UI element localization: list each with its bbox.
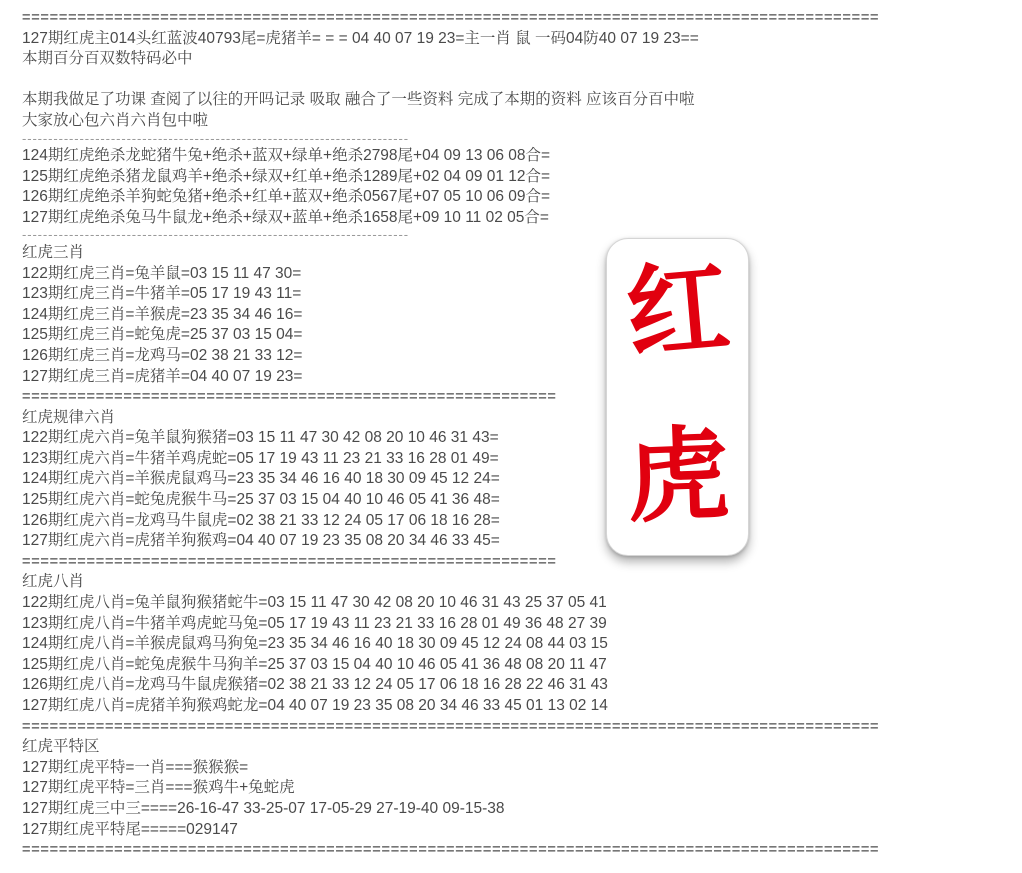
text-line: 122期红虎六肖=兔羊鼠狗猴猪=03 15 11 47 30 42 08 20 10 46 31 43= [22, 429, 499, 447]
text-line: 红虎规律六肖 [22, 408, 116, 426]
text-line: 124期红虎绝杀龙蛇猪牛兔+绝杀+蓝双+绿单+绝杀2798尾+04 09 13 06 08合= [22, 147, 551, 165]
text-line: 125期红虎六肖=蛇兔虎猴牛马=25 37 03 15 04 40 10 46 05 41 36 48= [22, 491, 500, 509]
text-line: 127期红虎主014头红蓝波40793尾=虎猪羊= = = 04 40 07 19 23=主一肖 鼠 一码04防40 07 19 23== [22, 29, 699, 47]
text-line: 127期红虎平特=三肖===猴鸡牛+兔蛇虎 [22, 779, 295, 797]
blank-line [22, 70, 1022, 91]
text-line: 红虎八肖 [22, 573, 85, 591]
text-line: 127期红虎平特=一肖===猴猴猴= [22, 758, 249, 776]
text-line: 127期红虎三肖=虎猪羊=04 40 07 19 23= [22, 367, 303, 385]
text-line: 127期红虎平特尾=====029147 [22, 820, 238, 838]
separator-line: ============================================================================================= [22, 842, 880, 859]
separator-line: ========================================================== [22, 553, 557, 570]
text-line: 本期我做足了功课 查阅了以往的开吗记录 吸取 融合了一些资料 完成了本期的资料 应该百分百中啦 [22, 91, 695, 109]
text-line: 红虎平特区 [22, 738, 100, 756]
text-line: 123期红虎三肖=牛猪羊=05 17 19 43 11= [22, 285, 302, 303]
text-line: 127期红虎三中三====26-16-47 33-25-07 17-05-29 27-19-40 09-15-38 [22, 799, 505, 817]
text-line: 122期红虎三肖=兔羊鼠=03 15 11 47 30= [22, 264, 302, 282]
dashed-separator-line: -------------------------------------------------------------------------- [22, 227, 409, 243]
red-tiger-badge [606, 238, 749, 556]
text-line: 126期红虎三肖=龙鸡马=02 38 21 33 12= [22, 346, 303, 364]
text-line: 126期红虎六肖=龙鸡马牛鼠虎=02 38 21 33 12 24 05 17 06 18 16 28= [22, 511, 500, 529]
separator-line: ============================================================================================= [22, 10, 880, 26]
text-line: 124期红虎六肖=羊猴虎鼠鸡马=23 35 34 46 16 40 18 30 09 45 12 24= [22, 470, 500, 488]
text-line: 127期红虎六肖=虎猪羊狗猴鸡=04 40 07 19 23 35 08 20 34 46 33 45= [22, 532, 500, 550]
text-line: 125期红虎八肖=蛇兔虎猴牛马狗羊=25 37 03 15 04 40 10 46 05 41 36 48 08 20 11 47 [22, 655, 607, 673]
text-line: 126期红虎绝杀羊狗蛇兔猪+绝杀+红单+蓝双+绝杀0567尾+07 05 10 06 09合= [22, 188, 551, 206]
badge-char-hong: 红 [621, 249, 734, 373]
text-line: 126期红虎八肖=龙鸡马牛鼠虎猴猪=02 38 21 33 12 24 05 17 06 18 16 28 22 46 31 43 [22, 676, 608, 694]
text-line: 125期红虎三肖=蛇兔虎=25 37 03 15 04= [22, 326, 303, 344]
text-line: 125期红虎绝杀猪龙鼠鸡羊+绝杀+绿双+红单+绝杀1289尾+02 04 09 01 12合= [22, 167, 551, 185]
content [22, 8, 1022, 861]
text-line: 127期红虎八肖=虎猪羊狗猴鸡蛇龙=04 40 07 19 23 35 08 20 34 46 33 45 01 13 02 14 [22, 697, 608, 714]
separator-line: ========================================================== [22, 389, 557, 406]
dashed-separator-line: -------------------------------------------------------------------------- [22, 130, 409, 146]
separator-line: ============================================================================================= [22, 718, 880, 735]
text-line: 124期红虎八肖=羊猴虎鼠鸡马狗兔=23 35 34 46 16 40 18 30 09 45 12 24 08 44 03 15 [22, 635, 608, 653]
badge-char-hu: 虎 [624, 416, 731, 535]
text-line: 124期红虎三肖=羊猴虎=23 35 34 46 16= [22, 305, 303, 323]
text-line: 大家放心包六肖六肖包中啦 [22, 111, 209, 129]
text-line: 122期红虎八肖=兔羊鼠狗猴猪蛇牛=03 15 11 47 30 42 08 20 10 46 31 43 25 37 05 41 [22, 594, 607, 612]
text-line: 123期红虎六肖=牛猪羊鸡虎蛇=05 17 19 43 11 23 21 33 16 28 01 49= [22, 449, 499, 467]
text-line: 红虎三肖 [22, 243, 85, 261]
text-line: 本期百分百双数特码必中 [22, 50, 193, 68]
text-line: 123期红虎八肖=牛猪羊鸡虎蛇马兔=05 17 19 43 11 23 21 33 16 28 01 49 36 48 27 39 [22, 614, 607, 632]
text-line: 127期红虎绝杀兔马牛鼠龙+绝杀+绿双+蓝单+绝杀1658尾+09 10 11 02 05合= [22, 208, 549, 226]
